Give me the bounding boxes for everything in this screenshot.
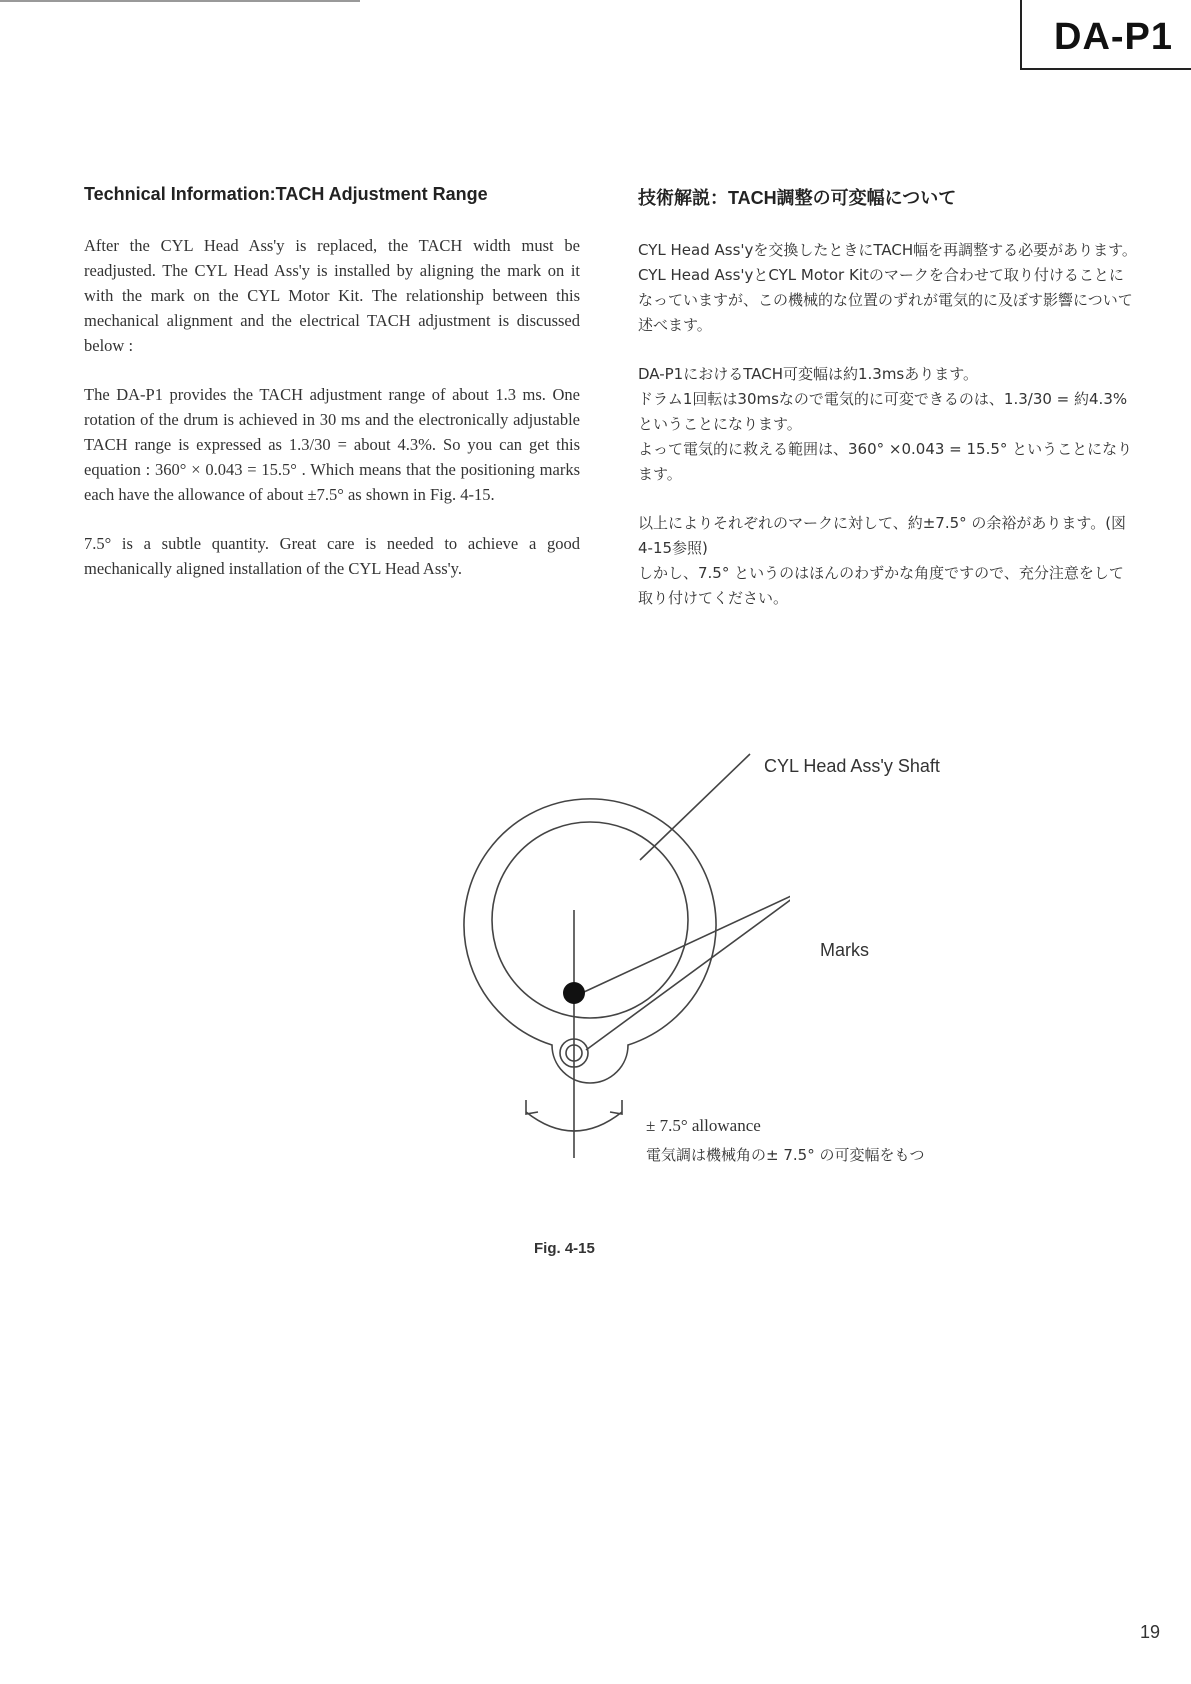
arrow-right xyxy=(610,1100,622,1114)
english-paragraph-2: The DA-P1 provides the TACH adjustment range of about 1.3 ms. One rotation of the drum is achieved in 30 ms and the electronically adjustable TACH range is expressed as 1.3/30 = about 4.3%. So you can get this equation : 360° × 0.043 = 15.5° . Which means that the positioning marks each have the allowance of about ±7.5° as shown in Fig. 4-15. xyxy=(84,385,580,504)
top-rule xyxy=(0,0,360,2)
figure-caption: Fig. 4-15 xyxy=(534,1240,595,1257)
tach-diagram xyxy=(430,740,790,1170)
outer-ring xyxy=(464,799,716,1083)
page-number: 19 xyxy=(1140,1622,1161,1642)
english-paragraph-3: 7.5° is a subtle quantity. Great care is needed to achieve a good mechanically aligned installation of the CYL Head Ass'y. xyxy=(84,534,580,578)
shaft-mark xyxy=(563,982,585,1004)
shaft-leader xyxy=(640,754,750,860)
english-heading: Technical Information:TACH Adjustment Range xyxy=(84,184,488,204)
label-shaft: CYL Head Ass'y Shaft xyxy=(764,756,940,776)
label-allowance-en: ± 7.5° allowance xyxy=(646,1116,761,1135)
japanese-paragraph-2: DA-P1におけるTACH可変幅は約1.3msあります。 ドラム1回転は30msなので電気的に可変できるのは、1.3/30 = 約4.3%ということになります。 よって電気的に救える範囲は、360° ×0.043 = 15.5° ということになります。 xyxy=(638,365,1133,483)
japanese-heading: 技術解説：TACH調整の可変幅について xyxy=(638,188,957,208)
label-marks: Marks xyxy=(820,940,869,960)
english-column xyxy=(84,184,580,605)
japanese-paragraph-3: 以上によりそれぞれのマークに対して、約±7.5° の余裕があります。(図4-15参照) しかし、7.5° というのはほんのわずかな角度ですので、充分注意をして取り付けてください。 xyxy=(638,514,1127,607)
label-allowance-ja: 電気調は機械角の± 7.5° の可変幅をもつ xyxy=(646,1146,925,1164)
japanese-paragraph-1: CYL Head Ass'yを交換したときにTACH幅を再調整する必要があります。CYL Head Ass'yとCYL Motor Kitのマークを合わせて取り付けることになっていますが、この機械的な位置のずれが電気的に及ぼす影響について述べます。 xyxy=(638,241,1137,334)
english-paragraph-1: After the CYL Head Ass'y is replaced, the TACH width must be readjusted. The CYL Head Ass'y is installed by aligning the mark on it with the mark on the CYL Motor Kit. The relationship between this mechanical alignment and the electrical TACH adjustment is discussed below : xyxy=(84,236,580,355)
japanese-column xyxy=(638,184,1138,635)
model-code: DA-P1 xyxy=(1054,16,1174,58)
arrow-left xyxy=(526,1100,538,1114)
